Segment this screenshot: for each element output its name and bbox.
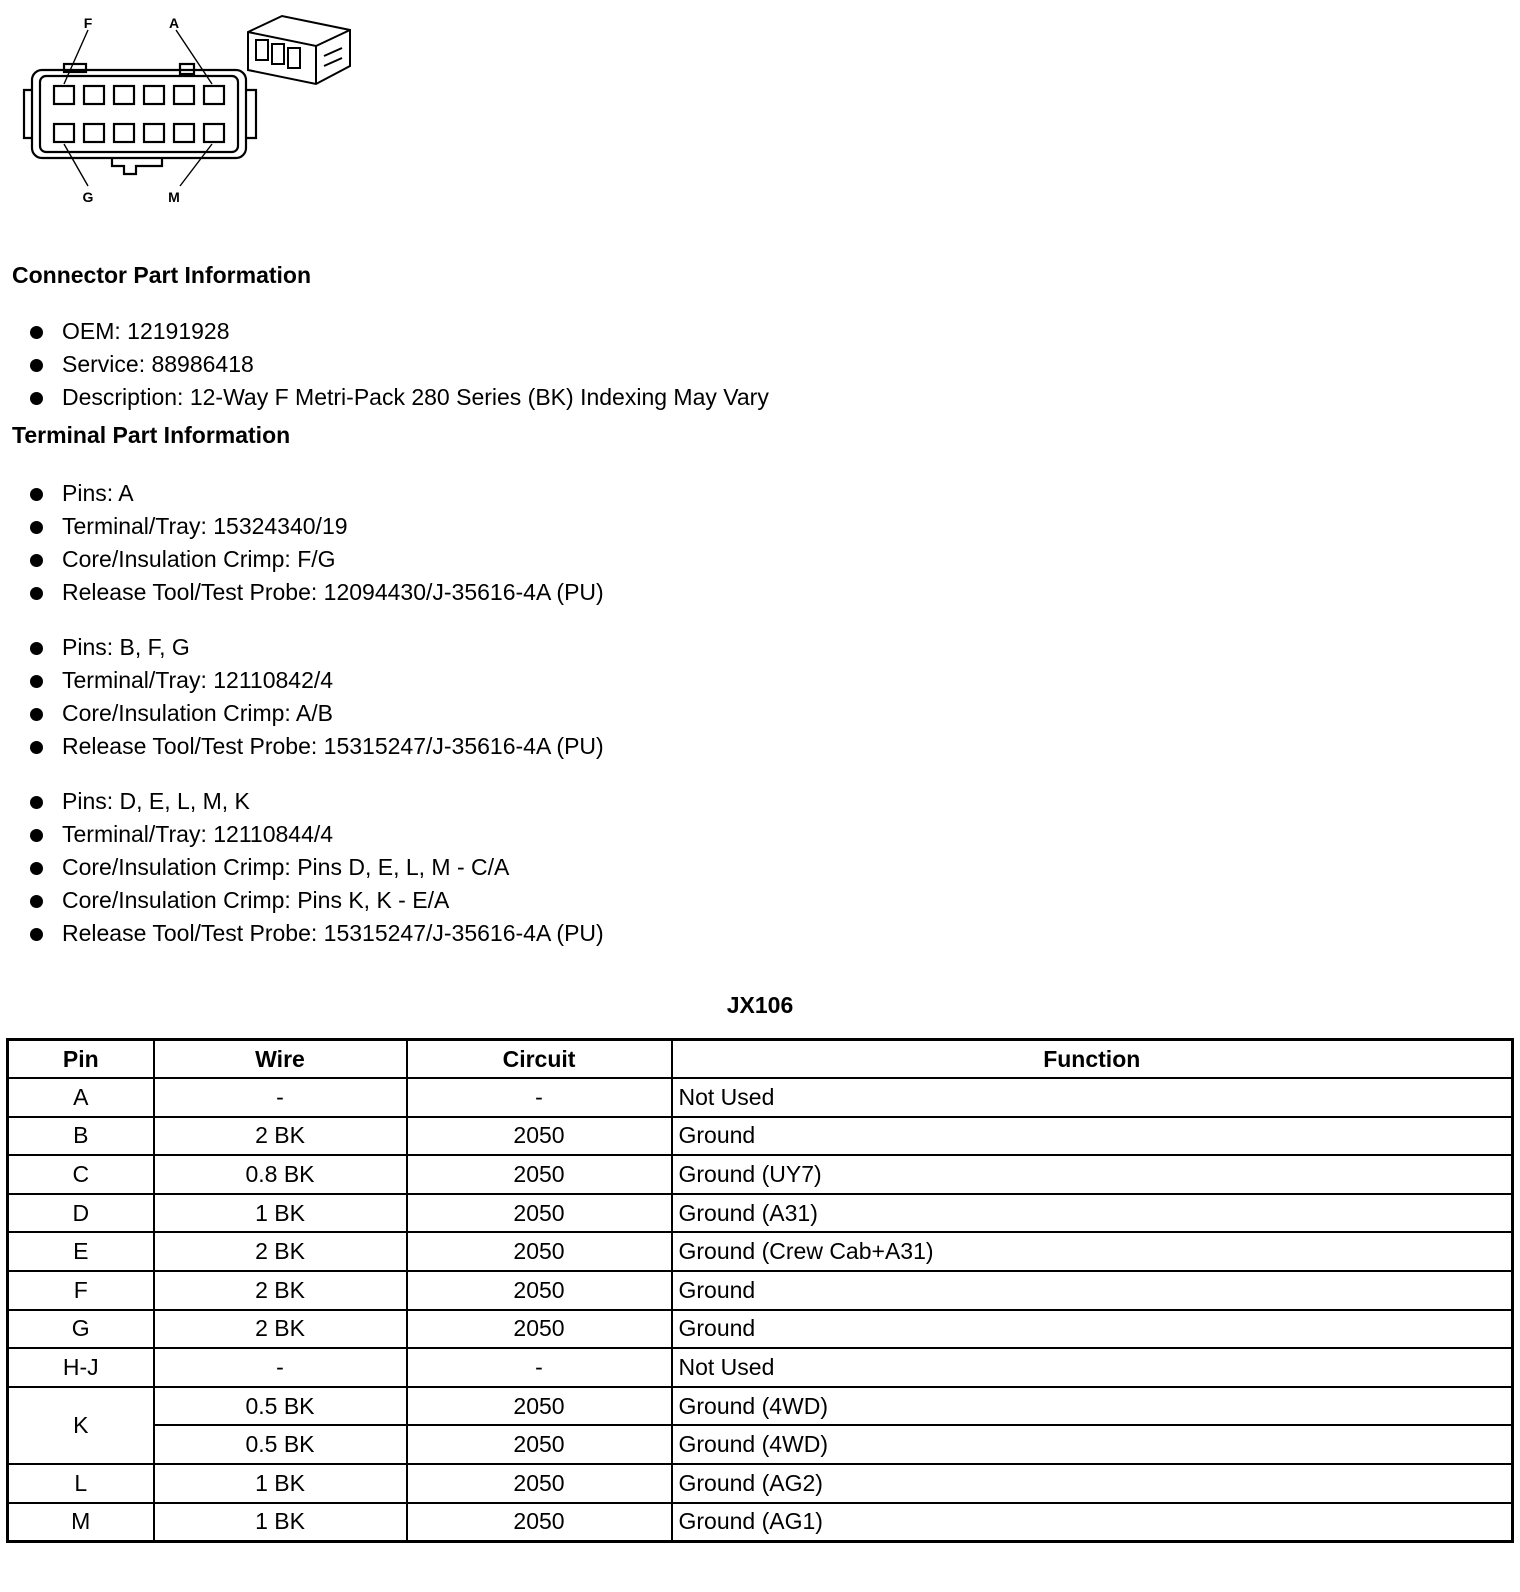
cell-wire: 1 BK (154, 1464, 407, 1503)
list-item: Terminal/Tray: 15324340/19 (28, 511, 604, 544)
list-item: Pins: D, E, L, M, K (28, 786, 604, 819)
cell-pin: G (8, 1310, 154, 1349)
cell-pin: B (8, 1117, 154, 1156)
list-item: Pins: A (28, 478, 604, 511)
cell-wire: - (154, 1078, 407, 1117)
pin-label-m: M (168, 189, 180, 205)
cell-function: Ground (4WD) (672, 1387, 1513, 1426)
cell-function: Ground (AG1) (672, 1503, 1513, 1542)
list-item: Terminal/Tray: 12110844/4 (28, 819, 604, 852)
list-item: Core/Insulation Crimp: A/B (28, 698, 604, 731)
cell-wire: 0.8 BK (154, 1155, 407, 1194)
cell-function: Not Used (672, 1078, 1513, 1117)
header-function: Function (672, 1040, 1513, 1079)
cell-wire: 0.5 BK (154, 1425, 407, 1464)
cell-pin: K (8, 1387, 154, 1464)
connector-isometric-icon (248, 16, 350, 84)
list-item: Release Tool/Test Probe: 15315247/J-35616-4A (PU) (28, 731, 604, 764)
cell-wire: 2 BK (154, 1117, 407, 1156)
terminal-group-1 (28, 478, 604, 610)
terminal-part-heading: Terminal Part Information (12, 422, 291, 448)
cell-circuit: 2050 (407, 1464, 672, 1503)
list-item: Terminal/Tray: 12110842/4 (28, 665, 604, 698)
table-row (8, 1194, 1513, 1233)
list-item: Pins: B, F, G (28, 632, 604, 665)
pin-table (6, 1038, 1514, 1543)
connector-part-heading: Connector Part Information (12, 262, 312, 288)
cell-function: Ground (672, 1117, 1513, 1156)
list-item: OEM: 12191928 (28, 316, 769, 349)
list-item: Description: 12-Way F Metri-Pack 280 Series (BK) Indexing May Vary (28, 382, 769, 415)
connector-diagram (20, 8, 380, 218)
table-row (8, 1117, 1513, 1156)
cell-pin: E (8, 1232, 154, 1271)
pin-label-f: F (83, 15, 93, 31)
connector-part-list (28, 316, 769, 415)
cell-wire: 2 BK (154, 1310, 407, 1349)
list-item: Service: 88986418 (28, 349, 769, 382)
cell-circuit: 2050 (407, 1155, 672, 1194)
table-row (8, 1348, 1513, 1387)
cell-wire: - (154, 1348, 407, 1387)
cell-circuit: 2050 (407, 1503, 672, 1542)
table-row (8, 1271, 1513, 1310)
list-item: Core/Insulation Crimp: Pins K, K - E/A (28, 885, 604, 918)
cell-circuit: 2050 (407, 1310, 672, 1349)
pin-label-a: A (168, 15, 180, 31)
table-row (8, 1155, 1513, 1194)
cell-pin: A (8, 1078, 154, 1117)
cell-circuit: - (407, 1348, 672, 1387)
table-row (8, 1387, 1513, 1426)
terminal-group-3 (28, 786, 604, 951)
cell-circuit: 2050 (407, 1194, 672, 1233)
cell-wire: 0.5 BK (154, 1387, 407, 1426)
cell-function: Ground (UY7) (672, 1155, 1513, 1194)
cell-circuit: 2050 (407, 1232, 672, 1271)
header-circuit: Circuit (407, 1040, 672, 1079)
table-row (8, 1310, 1513, 1349)
table-row (8, 1078, 1513, 1117)
header-wire: Wire (154, 1040, 407, 1079)
list-item: Core/Insulation Crimp: Pins D, E, L, M - C/A (28, 852, 604, 885)
list-item: Core/Insulation Crimp: F/G (28, 544, 604, 577)
cell-function: Ground (672, 1310, 1513, 1349)
cell-pin: H-J (8, 1348, 154, 1387)
cell-wire: 1 BK (154, 1194, 407, 1233)
cell-circuit: - (407, 1078, 672, 1117)
header-pin: Pin (8, 1040, 154, 1079)
cell-circuit: 2050 (407, 1425, 672, 1464)
cell-pin: M (8, 1503, 154, 1542)
cell-circuit: 2050 (407, 1117, 672, 1156)
cell-function: Ground (672, 1271, 1513, 1310)
list-item: Release Tool/Test Probe: 15315247/J-35616-4A (PU) (28, 918, 604, 951)
table-title: JX106 (726, 992, 794, 1018)
pin-label-g: G (82, 189, 94, 205)
cell-function: Not Used (672, 1348, 1513, 1387)
table-row (8, 1232, 1513, 1271)
table-row (8, 1464, 1513, 1503)
table-row (8, 1425, 1513, 1464)
cell-pin: D (8, 1194, 154, 1233)
cell-function: Ground (AG2) (672, 1464, 1513, 1503)
cell-wire: 2 BK (154, 1271, 407, 1310)
cell-circuit: 2050 (407, 1387, 672, 1426)
cell-pin: F (8, 1271, 154, 1310)
cell-pin: L (8, 1464, 154, 1503)
table-row (8, 1503, 1513, 1542)
table-header-row (8, 1040, 1513, 1079)
cell-circuit: 2050 (407, 1271, 672, 1310)
terminal-group-2 (28, 632, 604, 764)
cell-function: Ground (A31) (672, 1194, 1513, 1233)
list-item: Release Tool/Test Probe: 12094430/J-35616-4A (PU) (28, 577, 604, 610)
cell-wire: 2 BK (154, 1232, 407, 1271)
cell-function: Ground (4WD) (672, 1425, 1513, 1464)
cell-function: Ground (Crew Cab+A31) (672, 1232, 1513, 1271)
cell-wire: 1 BK (154, 1503, 407, 1542)
cell-pin: C (8, 1155, 154, 1194)
